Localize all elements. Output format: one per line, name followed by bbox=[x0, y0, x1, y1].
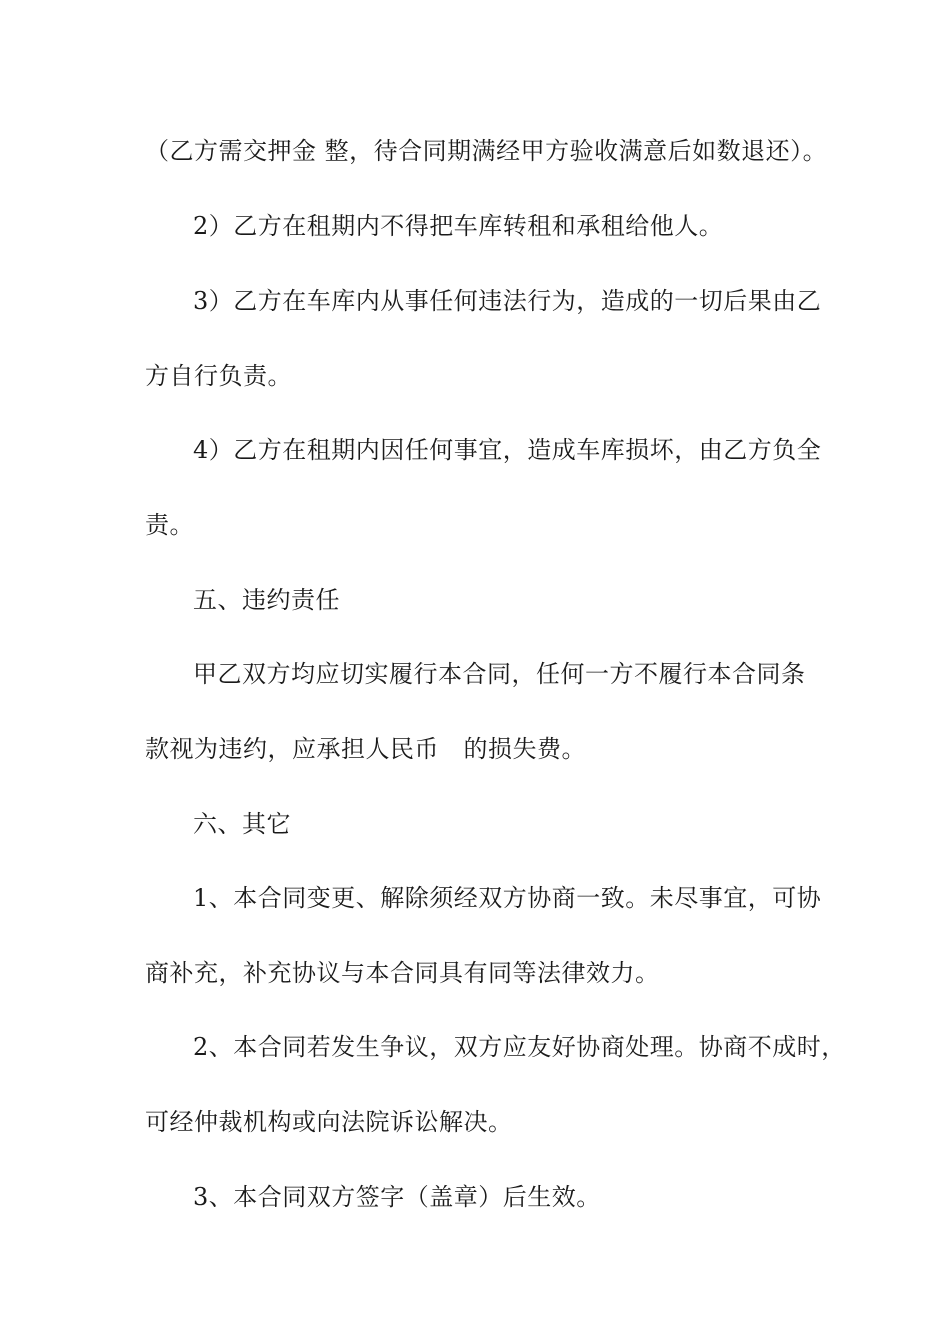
breach-clause-line-2: 款视为违约，应承担人民币 的损失费。 bbox=[145, 735, 586, 763]
other-clause-2-line-1: 2、本合同若发生争议，双方应友好协商处理。协商不成时， bbox=[193, 1033, 846, 1061]
clause-2-line: 2）乙方在租期内不得把车库转租和承租给他人。 bbox=[193, 212, 724, 240]
clause-3-line-2: 方自行负责。 bbox=[145, 362, 292, 390]
section-6-heading: 六、其它 bbox=[193, 810, 291, 838]
clause-4-line-1: 4）乙方在租期内因任何事宜，造成车库损坏，由乙方负全 bbox=[193, 436, 822, 464]
breach-clause-line-1: 甲乙双方均应切实履行本合同，任何一方不履行本合同条 bbox=[193, 660, 806, 688]
other-clause-3-line: 3、本合同双方签字（盖章）后生效。 bbox=[193, 1183, 601, 1211]
other-clause-2-line-2: 可经仲裁机构或向法院诉讼解决。 bbox=[145, 1108, 513, 1136]
other-clause-1-line-1: 1、本合同变更、解除须经双方协商一致。未尽事宜，可协 bbox=[193, 884, 822, 912]
clause-4-line-2: 责。 bbox=[145, 511, 194, 539]
section-5-heading: 五、违约责任 bbox=[193, 586, 340, 614]
deposit-clause-line: （乙方需交押金 整，待合同期满经甲方验收满意后如数退还）。 bbox=[145, 137, 828, 165]
other-clause-1-line-2: 商补充，补充协议与本合同具有同等法律效力。 bbox=[145, 959, 660, 987]
clause-3-line-1: 3）乙方在车库内从事任何违法行为，造成的一切后果由乙 bbox=[193, 287, 822, 315]
